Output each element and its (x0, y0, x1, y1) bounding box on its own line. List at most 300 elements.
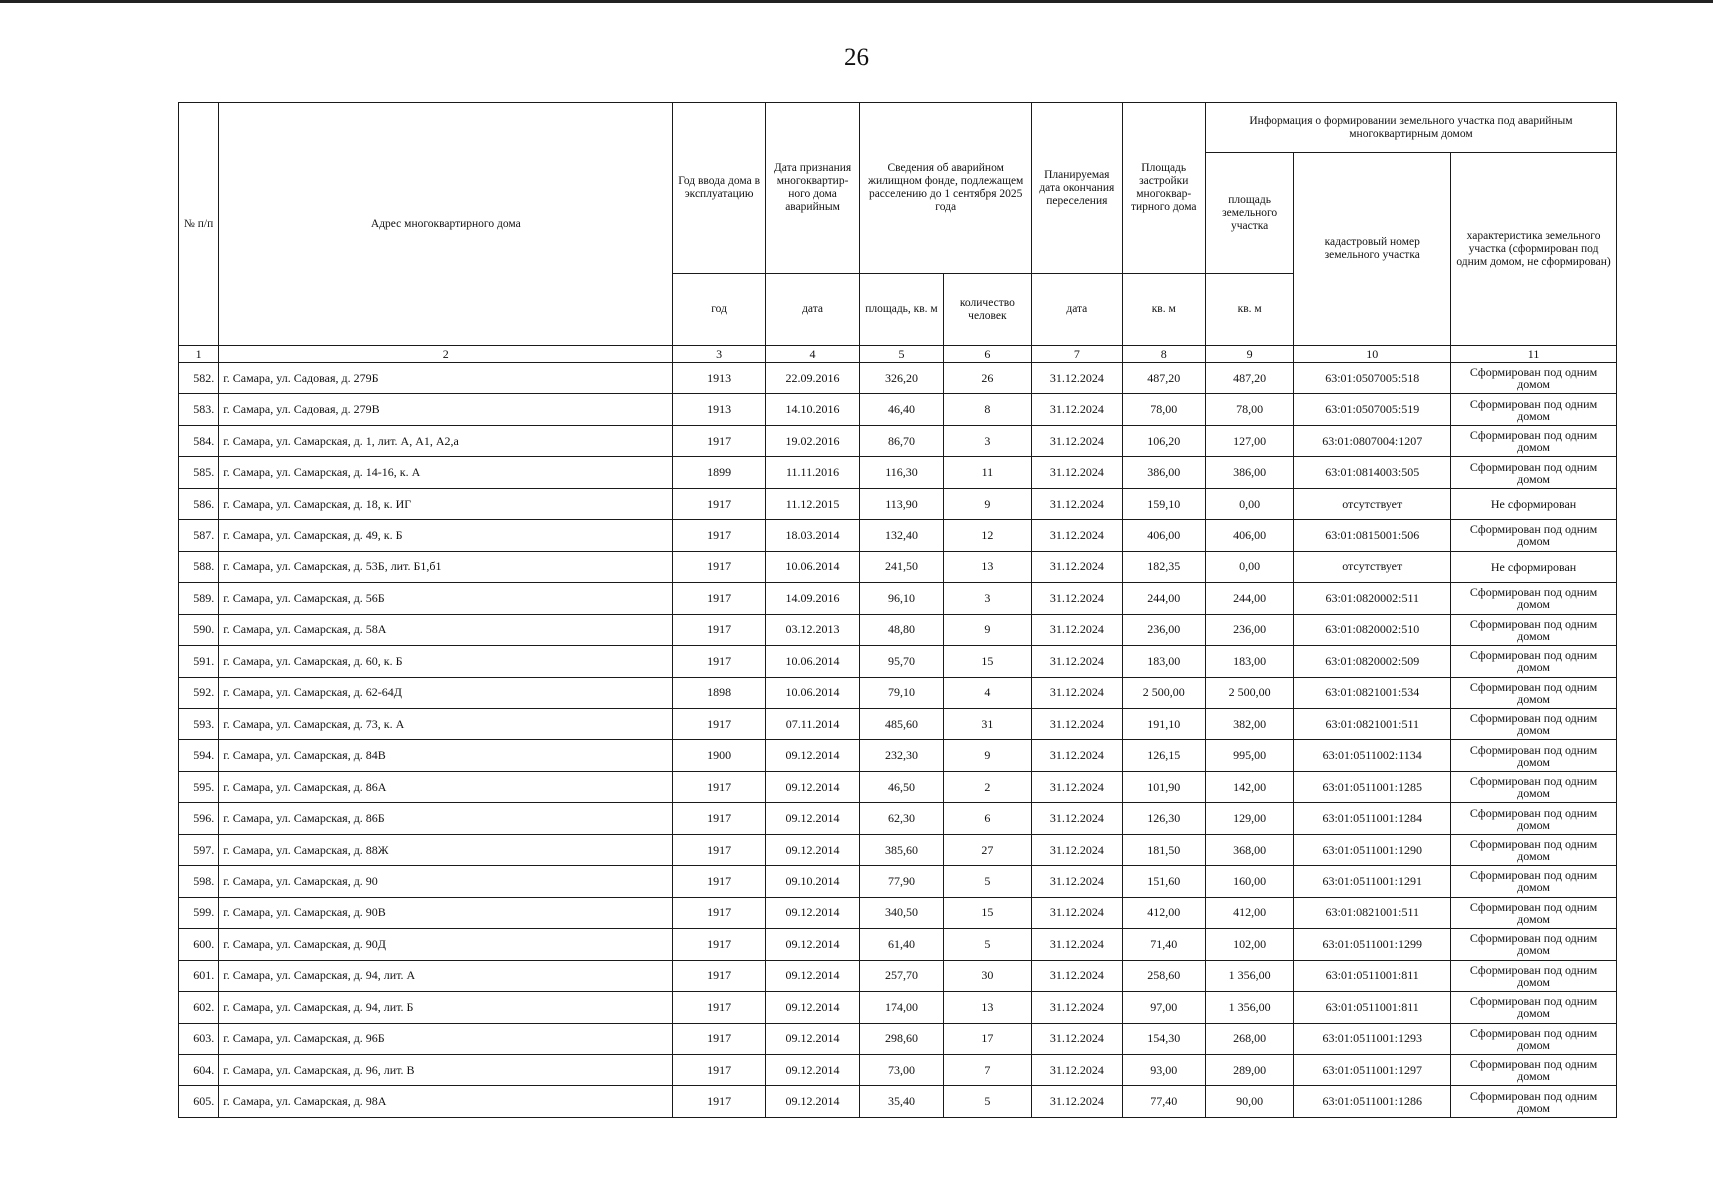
cadastral-number-cell: 63:01:0820002:511 (1294, 583, 1451, 614)
year-cell: 1917 (673, 834, 765, 865)
row-number: 599. (179, 897, 219, 928)
row-number: 600. (179, 929, 219, 960)
cadastral-number-cell: 63:01:0821001:511 (1294, 897, 1451, 928)
people-cell: 12 (943, 520, 1031, 551)
year-cell: 1917 (673, 1023, 765, 1054)
declared-date-cell: 11.12.2015 (765, 488, 859, 519)
planned-date-cell: 31.12.2024 (1032, 363, 1122, 394)
header-unit-sqm2: кв. м (1205, 274, 1293, 346)
people-cell: 13 (943, 551, 1031, 582)
column-number: 9 (1205, 346, 1293, 363)
table-row (179, 740, 1617, 771)
land-characteristic-cell: Сформирован под одним домом (1451, 457, 1617, 488)
area-cell: 77,90 (860, 866, 943, 897)
declared-date-cell: 22.09.2016 (765, 363, 859, 394)
row-number: 605. (179, 1086, 219, 1118)
people-cell: 3 (943, 583, 1031, 614)
land-area-cell: 1 356,00 (1205, 960, 1293, 991)
people-cell: 9 (943, 614, 1031, 645)
table-row (179, 551, 1617, 582)
land-characteristic-cell: Сформирован под одним домом (1451, 834, 1617, 865)
cadastral-number-cell: 63:01:0511002:1134 (1294, 740, 1451, 771)
building-area-cell: 2 500,00 (1122, 677, 1205, 708)
land-area-cell: 129,00 (1205, 803, 1293, 834)
declared-date-cell: 09.12.2014 (765, 771, 859, 802)
header-year-built: Год ввода дома в эксплуатацию (673, 103, 765, 274)
planned-date-cell: 31.12.2024 (1032, 646, 1122, 677)
declared-date-cell: 09.12.2014 (765, 929, 859, 960)
column-number: 8 (1122, 346, 1205, 363)
year-cell: 1917 (673, 708, 765, 739)
area-cell: 73,00 (860, 1054, 943, 1085)
area-cell: 485,60 (860, 708, 943, 739)
planned-date-cell: 31.12.2024 (1032, 425, 1122, 456)
building-area-cell: 412,00 (1122, 897, 1205, 928)
building-area-cell: 244,00 (1122, 583, 1205, 614)
row-number: 598. (179, 866, 219, 897)
table-row (179, 646, 1617, 677)
cadastral-number-cell: отсутствует (1294, 488, 1451, 519)
building-area-cell: 159,10 (1122, 488, 1205, 519)
land-characteristic-cell: Сформирован под одним домом (1451, 771, 1617, 802)
declared-date-cell: 14.09.2016 (765, 583, 859, 614)
column-number: 6 (943, 346, 1031, 363)
building-area-cell: 101,90 (1122, 771, 1205, 802)
address-cell: г. Самара, ул. Самарская, д. 14-16, к. А (219, 457, 673, 488)
row-number: 595. (179, 771, 219, 802)
declared-date-cell: 18.03.2014 (765, 520, 859, 551)
planned-date-cell: 31.12.2024 (1032, 866, 1122, 897)
column-number: 2 (219, 346, 673, 363)
land-characteristic-cell: Сформирован под одним домом (1451, 1023, 1617, 1054)
header-address: Адрес многоквартирного дома (219, 103, 673, 346)
header-no: № п/п (179, 103, 219, 346)
cadastral-number-cell: 63:01:0507005:519 (1294, 394, 1451, 425)
people-cell: 8 (943, 394, 1031, 425)
year-cell: 1917 (673, 803, 765, 834)
building-area-cell: 181,50 (1122, 834, 1205, 865)
column-number: 3 (673, 346, 765, 363)
row-number: 583. (179, 394, 219, 425)
cadastral-number-cell: 63:01:0511001:811 (1294, 960, 1451, 991)
cadastral-number-cell: 63:01:0820002:509 (1294, 646, 1451, 677)
area-cell: 232,30 (860, 740, 943, 771)
land-characteristic-cell: Сформирован под одним домом (1451, 363, 1617, 394)
address-cell: г. Самара, ул. Самарская, д. 86А (219, 771, 673, 802)
declared-date-cell: 09.12.2014 (765, 1086, 859, 1118)
year-cell: 1913 (673, 394, 765, 425)
address-cell: г. Самара, ул. Самарская, д. 73, к. А (219, 708, 673, 739)
year-cell: 1917 (673, 1054, 765, 1085)
land-area-cell: 160,00 (1205, 866, 1293, 897)
cadastral-number-cell: 63:01:0511001:1293 (1294, 1023, 1451, 1054)
planned-date-cell: 31.12.2024 (1032, 488, 1122, 519)
row-number: 603. (179, 1023, 219, 1054)
land-characteristic-cell: Сформирован под одним домом (1451, 1054, 1617, 1085)
people-cell: 31 (943, 708, 1031, 739)
land-characteristic-cell: Сформирован под одним домом (1451, 708, 1617, 739)
building-area-cell: 236,00 (1122, 614, 1205, 645)
cadastral-number-cell: 63:01:0511001:1290 (1294, 834, 1451, 865)
table-row (179, 771, 1617, 802)
people-cell: 13 (943, 992, 1031, 1023)
column-number: 7 (1032, 346, 1122, 363)
row-number: 597. (179, 834, 219, 865)
area-cell: 61,40 (860, 929, 943, 960)
people-cell: 5 (943, 866, 1031, 897)
address-cell: г. Самара, ул. Самарская, д. 96Б (219, 1023, 673, 1054)
declared-date-cell: 10.06.2014 (765, 551, 859, 582)
planned-date-cell: 31.12.2024 (1032, 740, 1122, 771)
row-number: 589. (179, 583, 219, 614)
land-area-cell: 183,00 (1205, 646, 1293, 677)
people-cell: 15 (943, 897, 1031, 928)
land-area-cell: 244,00 (1205, 583, 1293, 614)
year-cell: 1917 (673, 1086, 765, 1118)
planned-date-cell: 31.12.2024 (1032, 771, 1122, 802)
area-cell: 116,30 (860, 457, 943, 488)
row-number: 604. (179, 1054, 219, 1085)
area-cell: 48,80 (860, 614, 943, 645)
building-area-cell: 126,15 (1122, 740, 1205, 771)
land-area-cell: 78,00 (1205, 394, 1293, 425)
header-planned-date: Планируемая дата окончания переселения (1032, 103, 1122, 274)
row-number: 592. (179, 677, 219, 708)
people-cell: 2 (943, 771, 1031, 802)
cadastral-number-cell: 63:01:0511001:1297 (1294, 1054, 1451, 1085)
row-number: 602. (179, 992, 219, 1023)
people-cell: 30 (943, 960, 1031, 991)
address-cell: г. Самара, ул. Самарская, д. 88Ж (219, 834, 673, 865)
area-cell: 340,50 (860, 897, 943, 928)
header-unit-area: площадь, кв. м (860, 274, 943, 346)
people-cell: 9 (943, 488, 1031, 519)
building-area-cell: 191,10 (1122, 708, 1205, 739)
land-characteristic-cell: Сформирован под одним домом (1451, 929, 1617, 960)
header-date-declared: Дата признания многоквартир-ного дома аварийным (765, 103, 859, 274)
table-row (179, 992, 1617, 1023)
land-area-cell: 236,00 (1205, 614, 1293, 645)
table-row (179, 520, 1617, 551)
year-cell: 1917 (673, 425, 765, 456)
declared-date-cell: 07.11.2014 (765, 708, 859, 739)
header-unit-date2: дата (1032, 274, 1122, 346)
planned-date-cell: 31.12.2024 (1032, 394, 1122, 425)
people-cell: 4 (943, 677, 1031, 708)
year-cell: 1917 (673, 929, 765, 960)
year-cell: 1917 (673, 614, 765, 645)
people-cell: 3 (943, 425, 1031, 456)
area-cell: 46,50 (860, 771, 943, 802)
header-unit-sqm: кв. м (1122, 274, 1205, 346)
people-cell: 7 (943, 1054, 1031, 1085)
land-area-cell: 142,00 (1205, 771, 1293, 802)
declared-date-cell: 09.12.2014 (765, 992, 859, 1023)
row-number: 582. (179, 363, 219, 394)
row-number: 590. (179, 614, 219, 645)
land-characteristic-cell: Сформирован под одним домом (1451, 646, 1617, 677)
year-cell: 1917 (673, 646, 765, 677)
address-cell: г. Самара, ул. Самарская, д. 53Б, лит. Б1,б1 (219, 551, 673, 582)
table-row (179, 363, 1617, 394)
address-cell: г. Самара, ул. Самарская, д. 94, лит. Б (219, 992, 673, 1023)
cadastral-number-cell: 63:01:0511001:1291 (1294, 866, 1451, 897)
land-area-cell: 406,00 (1205, 520, 1293, 551)
cadastral-number-cell: 63:01:0807004:1207 (1294, 425, 1451, 456)
building-area-cell: 386,00 (1122, 457, 1205, 488)
land-area-cell: 127,00 (1205, 425, 1293, 456)
address-cell: г. Самара, ул. Самарская, д. 62-64Д (219, 677, 673, 708)
area-cell: 96,10 (860, 583, 943, 614)
land-area-cell: 0,00 (1205, 488, 1293, 519)
row-number: 591. (179, 646, 219, 677)
people-cell: 15 (943, 646, 1031, 677)
area-cell: 79,10 (860, 677, 943, 708)
year-cell: 1917 (673, 583, 765, 614)
land-characteristic-cell: Сформирован под одним домом (1451, 1086, 1617, 1118)
year-cell: 1917 (673, 488, 765, 519)
address-cell: г. Самара, ул. Самарская, д. 90Д (219, 929, 673, 960)
header-unit-people: количество человек (943, 274, 1031, 346)
address-cell: г. Самара, ул. Самарская, д. 98А (219, 1086, 673, 1118)
cadastral-number-cell: отсутствует (1294, 551, 1451, 582)
cadastral-number-cell: 63:01:0814003:505 (1294, 457, 1451, 488)
declared-date-cell: 10.06.2014 (765, 646, 859, 677)
building-area-cell: 97,00 (1122, 992, 1205, 1023)
building-area-cell: 78,00 (1122, 394, 1205, 425)
declared-date-cell: 10.06.2014 (765, 677, 859, 708)
building-area-cell: 183,00 (1122, 646, 1205, 677)
row-number: 588. (179, 551, 219, 582)
land-characteristic-cell: Сформирован под одним домом (1451, 740, 1617, 771)
people-cell: 6 (943, 803, 1031, 834)
land-characteristic-cell: Сформирован под одним домом (1451, 520, 1617, 551)
people-cell: 5 (943, 1086, 1031, 1118)
declared-date-cell: 03.12.2013 (765, 614, 859, 645)
declared-date-cell: 09.12.2014 (765, 960, 859, 991)
planned-date-cell: 31.12.2024 (1032, 614, 1122, 645)
row-number: 587. (179, 520, 219, 551)
table-row (179, 614, 1617, 645)
year-cell: 1917 (673, 960, 765, 991)
land-characteristic-cell: Сформирован под одним домом (1451, 425, 1617, 456)
cadastral-number-cell: 63:01:0511001:1299 (1294, 929, 1451, 960)
declared-date-cell: 09.12.2014 (765, 1054, 859, 1085)
row-number: 594. (179, 740, 219, 771)
building-area-cell: 406,00 (1122, 520, 1205, 551)
cadastral-number-cell: 63:01:0511001:1286 (1294, 1086, 1451, 1118)
land-characteristic-cell: Сформирован под одним домом (1451, 803, 1617, 834)
table-row (179, 1023, 1617, 1054)
header-unit-year: год (673, 274, 765, 346)
address-cell: г. Самара, ул. Самарская, д. 49, к. Б (219, 520, 673, 551)
column-number: 1 (179, 346, 219, 363)
column-number: 5 (860, 346, 943, 363)
year-cell: 1917 (673, 551, 765, 582)
table-row (179, 929, 1617, 960)
row-number: 585. (179, 457, 219, 488)
land-area-cell: 995,00 (1205, 740, 1293, 771)
land-characteristic-cell: Сформирован под одним домом (1451, 394, 1617, 425)
area-cell: 257,70 (860, 960, 943, 991)
land-characteristic-cell: Сформирован под одним домом (1451, 677, 1617, 708)
declared-date-cell: 09.10.2014 (765, 866, 859, 897)
cadastral-number-cell: 63:01:0511001:1285 (1294, 771, 1451, 802)
people-cell: 11 (943, 457, 1031, 488)
people-cell: 27 (943, 834, 1031, 865)
table-row (179, 583, 1617, 614)
land-characteristic-cell: Сформирован под одним домом (1451, 992, 1617, 1023)
declared-date-cell: 09.12.2014 (765, 897, 859, 928)
header-unit-date: дата (765, 274, 859, 346)
table-row (179, 708, 1617, 739)
year-cell: 1898 (673, 677, 765, 708)
planned-date-cell: 31.12.2024 (1032, 992, 1122, 1023)
page-number: 26 (844, 44, 869, 71)
declared-date-cell: 09.12.2014 (765, 834, 859, 865)
address-cell: г. Самара, ул. Садовая, д. 279В (219, 394, 673, 425)
planned-date-cell: 31.12.2024 (1032, 677, 1122, 708)
land-area-cell: 90,00 (1205, 1086, 1293, 1118)
area-cell: 35,40 (860, 1086, 943, 1118)
building-area-cell: 126,30 (1122, 803, 1205, 834)
land-area-cell: 102,00 (1205, 929, 1293, 960)
building-area-cell: 154,30 (1122, 1023, 1205, 1054)
land-area-cell: 386,00 (1205, 457, 1293, 488)
address-cell: г. Самара, ул. Самарская, д. 86Б (219, 803, 673, 834)
building-area-cell: 77,40 (1122, 1086, 1205, 1118)
year-cell: 1917 (673, 992, 765, 1023)
header-cadastral: кадастровый номер земельного участка (1294, 153, 1451, 346)
land-area-cell: 2 500,00 (1205, 677, 1293, 708)
area-cell: 62,30 (860, 803, 943, 834)
address-cell: г. Самара, ул. Самарская, д. 58А (219, 614, 673, 645)
planned-date-cell: 31.12.2024 (1032, 520, 1122, 551)
land-area-cell: 487,20 (1205, 363, 1293, 394)
column-number-row (179, 346, 1617, 363)
land-characteristic-cell: Сформирован под одним домом (1451, 960, 1617, 991)
address-cell: г. Самара, ул. Самарская, д. 84В (219, 740, 673, 771)
table-body (179, 363, 1617, 1118)
declared-date-cell: 09.12.2014 (765, 1023, 859, 1054)
building-area-cell: 71,40 (1122, 929, 1205, 960)
year-cell: 1917 (673, 520, 765, 551)
address-cell: г. Самара, ул. Самарская, д. 60, к. Б (219, 646, 673, 677)
address-cell: г. Самара, ул. Самарская, д. 94, лит. А (219, 960, 673, 991)
area-cell: 86,70 (860, 425, 943, 456)
area-cell: 132,40 (860, 520, 943, 551)
area-cell: 46,40 (860, 394, 943, 425)
planned-date-cell: 31.12.2024 (1032, 583, 1122, 614)
land-area-cell: 382,00 (1205, 708, 1293, 739)
land-characteristic-cell: Сформирован под одним домом (1451, 897, 1617, 928)
planned-date-cell: 31.12.2024 (1032, 1086, 1122, 1118)
cadastral-number-cell: 63:01:0511001:811 (1294, 992, 1451, 1023)
emergency-housing-table (178, 102, 1617, 1118)
year-cell: 1917 (673, 897, 765, 928)
land-characteristic-cell: Сформирован под одним домом (1451, 583, 1617, 614)
area-cell: 174,00 (860, 992, 943, 1023)
cadastral-number-cell: 63:01:0821001:511 (1294, 708, 1451, 739)
declared-date-cell: 09.12.2014 (765, 740, 859, 771)
address-cell: г. Самара, ул. Самарская, д. 90 (219, 866, 673, 897)
header-land-char: характеристика земельного участка (сформирован под одним домом, не сформирован) (1451, 153, 1617, 346)
row-number: 601. (179, 960, 219, 991)
planned-date-cell: 31.12.2024 (1032, 960, 1122, 991)
planned-date-cell: 31.12.2024 (1032, 897, 1122, 928)
planned-date-cell: 31.12.2024 (1032, 929, 1122, 960)
land-characteristic-cell: Не сформирован (1451, 488, 1617, 519)
land-characteristic-cell: Сформирован под одним домом (1451, 866, 1617, 897)
header-building-area: Площадь застройки многоквар-тирного дома (1122, 103, 1205, 274)
area-cell: 95,70 (860, 646, 943, 677)
declared-date-cell: 11.11.2016 (765, 457, 859, 488)
building-area-cell: 93,00 (1122, 1054, 1205, 1085)
table-row (179, 457, 1617, 488)
header-land-info: Информация о формировании земельного участка под аварийным многоквартирным домом (1205, 103, 1616, 153)
land-area-cell: 412,00 (1205, 897, 1293, 928)
year-cell: 1913 (673, 363, 765, 394)
year-cell: 1900 (673, 740, 765, 771)
table-row (179, 1086, 1617, 1118)
table-row (179, 834, 1617, 865)
column-number: 4 (765, 346, 859, 363)
planned-date-cell: 31.12.2024 (1032, 457, 1122, 488)
header-emergency-fund: Сведения об аварийном жилищном фонде, подлежащем расселению до 1 сентября 2025 года (860, 103, 1032, 274)
cadastral-number-cell: 63:01:0820002:510 (1294, 614, 1451, 645)
table-row (179, 425, 1617, 456)
land-characteristic-cell: Сформирован под одним домом (1451, 614, 1617, 645)
cadastral-number-cell: 63:01:0821001:534 (1294, 677, 1451, 708)
people-cell: 5 (943, 929, 1031, 960)
land-area-cell: 1 356,00 (1205, 992, 1293, 1023)
area-cell: 241,50 (860, 551, 943, 582)
row-number: 596. (179, 803, 219, 834)
declared-date-cell: 09.12.2014 (765, 803, 859, 834)
address-cell: г. Самара, ул. Самарская, д. 1, лит. А, А1, А2,а (219, 425, 673, 456)
address-cell: г. Самара, ул. Самарская, д. 18, к. ИГ (219, 488, 673, 519)
row-number: 584. (179, 425, 219, 456)
building-area-cell: 487,20 (1122, 363, 1205, 394)
planned-date-cell: 31.12.2024 (1032, 708, 1122, 739)
year-cell: 1899 (673, 457, 765, 488)
cadastral-number-cell: 63:01:0511001:1284 (1294, 803, 1451, 834)
row-number: 586. (179, 488, 219, 519)
table-row (179, 394, 1617, 425)
building-area-cell: 182,35 (1122, 551, 1205, 582)
address-cell: г. Самара, ул. Садовая, д. 279Б (219, 363, 673, 394)
declared-date-cell: 19.02.2016 (765, 425, 859, 456)
column-number: 10 (1294, 346, 1451, 363)
area-cell: 326,20 (860, 363, 943, 394)
area-cell: 298,60 (860, 1023, 943, 1054)
column-number: 11 (1451, 346, 1617, 363)
land-area-cell: 268,00 (1205, 1023, 1293, 1054)
planned-date-cell: 31.12.2024 (1032, 1054, 1122, 1085)
table-row (179, 897, 1617, 928)
cadastral-number-cell: 63:01:0815001:506 (1294, 520, 1451, 551)
planned-date-cell: 31.12.2024 (1032, 1023, 1122, 1054)
year-cell: 1917 (673, 866, 765, 897)
table-row (179, 803, 1617, 834)
land-area-cell: 368,00 (1205, 834, 1293, 865)
year-cell: 1917 (673, 771, 765, 802)
land-characteristic-cell: Не сформирован (1451, 551, 1617, 582)
table-row (179, 677, 1617, 708)
table-row (179, 1054, 1617, 1085)
header-land-area: площадь земельного участка (1205, 153, 1293, 274)
land-area-cell: 0,00 (1205, 551, 1293, 582)
